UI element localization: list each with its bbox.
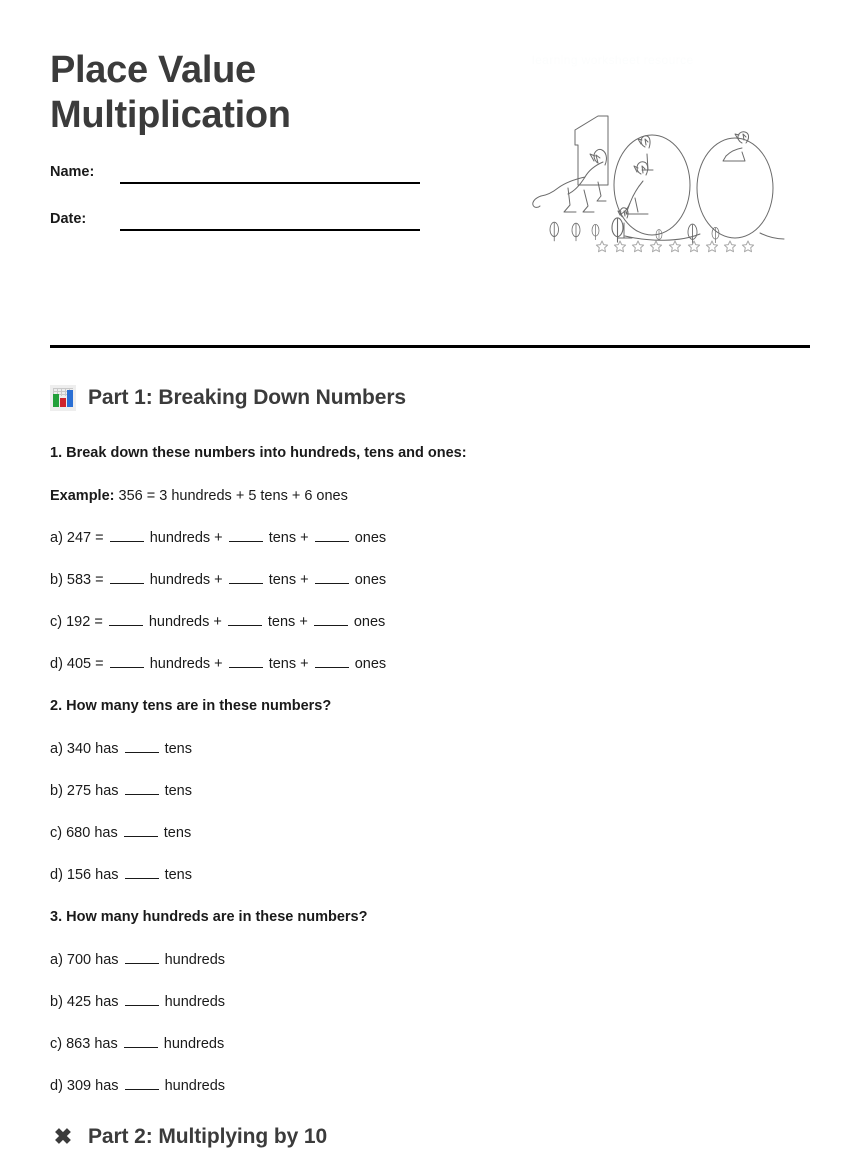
example-text: 356 = 3 hundreds + 5 tens + 6 ones [118,488,348,504]
illustration-watermark: learning worksheet resource [532,53,694,67]
item-unit-3: ones [354,572,387,588]
answer-blank[interactable] [124,1047,158,1048]
item-unit-2: tens + [268,572,309,588]
item-unit-2: tens + [267,614,308,630]
item-unit: tens [163,825,192,841]
kangaroo-large-left [533,149,607,212]
name-label: Name: [50,164,95,180]
answer-blank[interactable] [110,667,144,668]
leaves-row [550,218,719,244]
date-label: Date: [50,211,87,227]
name-input-rule[interactable] [120,182,420,184]
answer-blank[interactable] [110,541,144,542]
question-2-item-a [50,741,810,757]
answer-blank[interactable] [229,541,263,542]
part-2-header [50,1124,810,1150]
question-3-group [50,909,810,1094]
item-unit-2: tens + [268,656,309,672]
question-2-group [50,698,810,883]
name-field-row [50,164,430,211]
answer-blank[interactable] [125,752,159,753]
question-2-item-b [50,783,810,799]
item-unit-3: ones [354,530,387,546]
multiply-cross-icon: ✖ [53,1124,73,1149]
question-3-item-d [50,1078,810,1094]
item-unit-3: ones [354,656,387,672]
item-unit-1: hundreds + [149,530,223,546]
question-3-prompt: 3. How many hundreds are in these numbers? [50,909,368,925]
question-1-item-c [50,614,810,630]
item-unit-1: hundreds + [149,656,223,672]
item-unit-3: ones [353,614,386,630]
hundred-illustration [520,40,820,270]
answer-blank[interactable] [314,625,348,626]
answer-blank[interactable] [110,583,144,584]
ground-line-right [760,233,784,239]
part-1-title: Part 1: Breaking Down Numbers [88,386,407,409]
part-2-title: Part 2: Multiplying by 10 [88,1125,328,1148]
item-label: d) 156 has [50,867,119,883]
answer-blank[interactable] [315,583,349,584]
item-label: a) 340 has [50,741,119,757]
page-title-line-2: Multiplication [50,93,291,136]
item-label: d) 309 has [50,1078,119,1094]
answer-blank[interactable] [229,667,263,668]
question-1-prompt: 1. Break down these numbers into hundreds, tens and ones: [50,445,467,461]
example-label: Example: [50,488,115,504]
meerkat-top-first-zero [638,136,653,170]
answer-blank[interactable] [315,667,349,668]
question-1-item-b [50,572,810,588]
answer-blank[interactable] [125,794,159,795]
item-label: c) 192 = [50,614,103,630]
item-unit: hundreds [164,952,226,968]
answer-blank[interactable] [228,625,262,626]
item-unit: tens [164,867,193,883]
question-1-example [50,488,810,504]
question-3-item-b [50,994,810,1010]
question-1-item-d [50,656,810,672]
item-label: b) 425 has [50,994,119,1010]
page-title [50,48,470,138]
answer-blank[interactable] [229,583,263,584]
question-1-group [50,445,810,672]
item-label: d) 405 = [50,656,104,672]
question-3-item-a [50,952,810,968]
part-1-header [50,385,810,411]
item-label: b) 583 = [50,572,104,588]
answer-blank[interactable] [125,963,159,964]
item-unit: hundreds [163,1036,225,1052]
hundred-illustration-svg [520,40,820,270]
bar-chart-icon [50,385,76,411]
meerkat-small-first-zero [618,208,632,238]
digit-zero-first [614,135,690,235]
answer-blank[interactable] [125,878,159,879]
worksheet-content [50,385,810,1150]
answer-blank[interactable] [125,1089,159,1090]
page-title-line-1: Place Value [50,49,256,91]
item-label: c) 680 has [50,825,118,841]
answer-blank[interactable] [315,541,349,542]
item-unit: hundreds [164,1078,226,1094]
item-label: b) 275 has [50,783,119,799]
item-unit-1: hundreds + [148,614,222,630]
item-unit: tens [164,783,193,799]
date-input-rule[interactable] [120,229,420,231]
question-1-item-a [50,530,810,546]
item-label: a) 700 has [50,952,119,968]
item-label: a) 247 = [50,530,104,546]
stars-row [596,241,753,252]
item-unit: tens [164,741,193,757]
question-2-item-d [50,867,810,883]
item-label: c) 863 has [50,1036,118,1052]
item-unit: hundreds [164,994,226,1010]
question-3-item-c [50,1036,810,1052]
student-info-fields [50,164,430,258]
question-2-prompt: 2. How many tens are in these numbers? [50,698,332,714]
header-divider [50,345,810,348]
answer-blank[interactable] [109,625,143,626]
answer-blank[interactable] [125,1005,159,1006]
item-unit-1: hundreds + [149,572,223,588]
question-2-item-c [50,825,810,841]
item-unit-2: tens + [268,530,309,546]
answer-blank[interactable] [124,836,158,837]
digit-zero-second [697,138,773,238]
date-field-row [50,211,430,258]
meerkat-top-second-zero [723,132,749,161]
